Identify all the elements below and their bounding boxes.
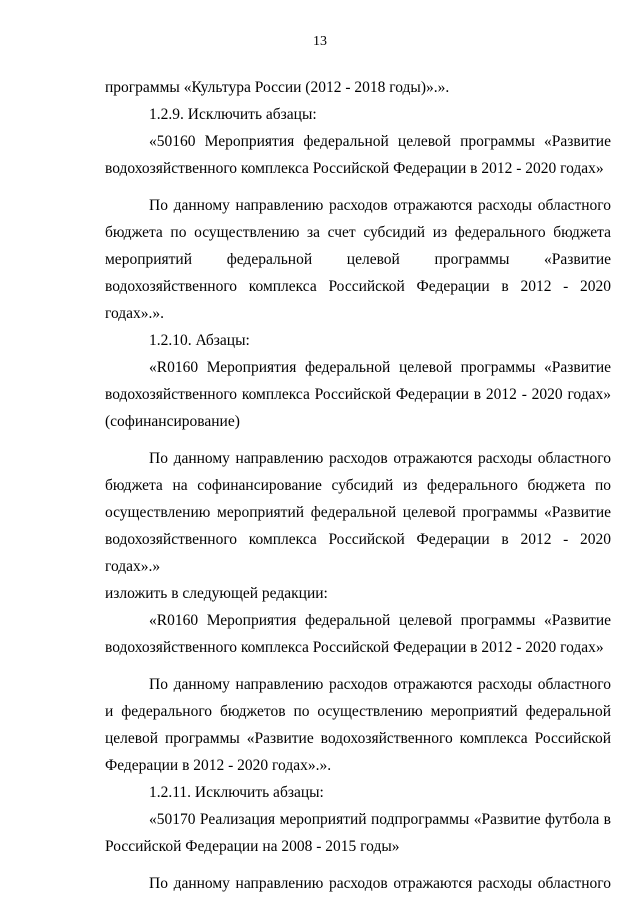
paragraph-r0160-description-old: По данному направлению расходов отражаются расходы областного бюджета на софинансирование субсидий из федерального бюджета по осуществлению мероприятий федеральной целевой программы «Развитие водохозяйственного комплекса Российской Федерации в 2012 - 2020 годах».» <box>105 450 611 575</box>
paragraph-50160-code: «50160 Мероприятия федеральной целевой программы «Развитие водохозяйственного комплекса Российской Федерации в 2012 - 2020 годах» <box>105 133 611 177</box>
paragraph-50170-code: «50170 Реализация мероприятий подпрограммы «Развитие футбола в Российской Федерации на 2008 - 2015 годы» <box>105 811 611 855</box>
paragraph-r0160-description-new: По данному направлению расходов отражаются расходы областного и федерального бюджетов по осуществлению мероприятий федеральной целевой программы «Развитие водохозяйственного комплекса Российской Федерации в 2012 - 2020 годах».». <box>105 676 611 774</box>
paragraph-r0160-code-new: «R0160 Мероприятия федеральной целевой программы «Развитие водохозяйственного комплекса Российской Федерации в 2012 - 2020 годах» <box>105 612 611 656</box>
paragraph-50160-description: По данному направлению расходов отражаются расходы областного бюджета по осуществлению за счет субсидий из федерального бюджета мероприятий федеральной целевой программы «Развитие водохозяйственного комплекса Российской Федерации в 2012 - 2020 годах».». <box>105 197 611 322</box>
paragraph-50170-description: По данному направлению расходов отражаются расходы областного <box>149 875 611 892</box>
paragraph-1-2-11-heading: 1.2.11. Исключить абзацы: <box>149 784 324 801</box>
paragraph-amend-instruction: изложить в следующей редакции: <box>105 585 328 602</box>
page-number: 13 <box>313 34 327 49</box>
paragraph-continuation: программы «Культура России (2012 - 2018 годы)».». <box>105 79 450 96</box>
document-body <box>105 74 611 897</box>
paragraph-1-2-10-heading: 1.2.10. Абзацы: <box>149 332 250 349</box>
paragraph-r0160-code-old: «R0160 Мероприятия федеральной целевой программы «Развитие водохозяйственного комплекса Российской Федерации в 2012 - 2020 годах» (софинансирование) <box>105 359 611 430</box>
paragraph-1-2-9-heading: 1.2.9. Исключить абзацы: <box>149 106 317 123</box>
